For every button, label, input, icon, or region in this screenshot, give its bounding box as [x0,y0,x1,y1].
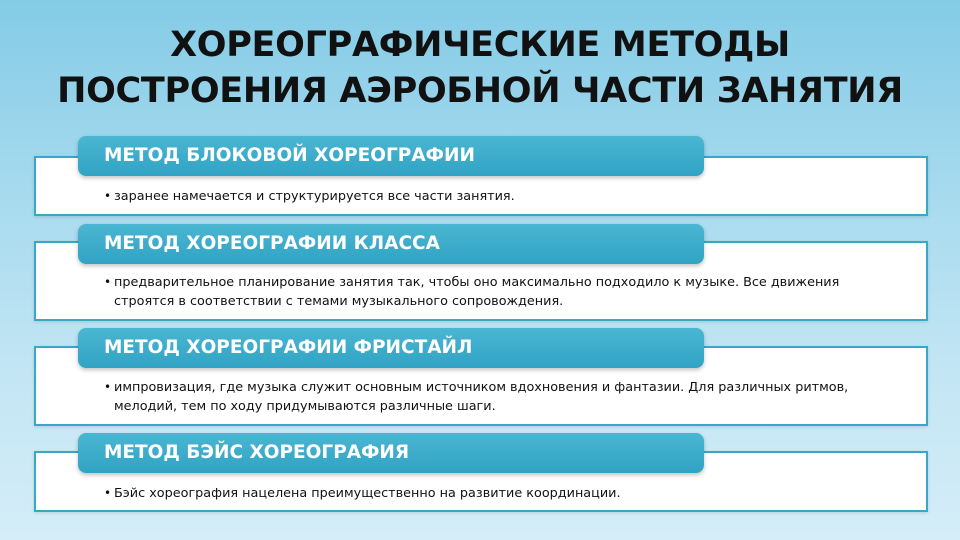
bullet-icon: • [104,486,112,500]
bullet-icon: • [104,275,112,289]
method-description-text: импровизация, где музыка служит основным источником вдохновения и фантазии. Для различных ритмов, мелодий, тем по ходу придумываются различные шаги. [114,380,849,414]
method-description-base [104,484,854,503]
method-description-class [104,273,854,311]
method-description-text: Бэйс хореография нацелена преимущественно на развитие координации. [114,486,621,501]
slide-title-line-2: ПОСТРОЕНИЯ АЭРОБНОЙ ЧАСТИ ЗАНЯТИЯ [57,71,903,111]
method-description-text: предварительное планирование занятия так, чтобы оно максимально подходило к музыке. Все движения строятся в соответствии с темами музыкального сопровождения. [114,275,840,309]
bullet-icon: • [104,189,112,203]
method-description-freestyle [104,378,854,416]
method-heading-block: МЕТОД БЛОКОВОЙ ХОРЕОГРАФИИ [78,136,704,176]
method-heading-freestyle: МЕТОД ХОРЕОГРАФИИ ФРИСТАЙЛ [78,328,704,368]
method-heading-class: МЕТОД ХОРЕОГРАФИИ КЛАССА [78,224,704,264]
method-description-block [104,187,854,206]
slide-title [0,22,960,114]
bullet-icon: • [104,380,112,394]
slide-title-line-1: ХОРЕОГРАФИЧЕСКИЕ МЕТОДЫ [170,25,790,65]
method-heading-base: МЕТОД БЭЙС ХОРЕОГРАФИЯ [78,433,704,473]
method-description-text: заранее намечается и структурируется все части занятия. [114,189,515,204]
